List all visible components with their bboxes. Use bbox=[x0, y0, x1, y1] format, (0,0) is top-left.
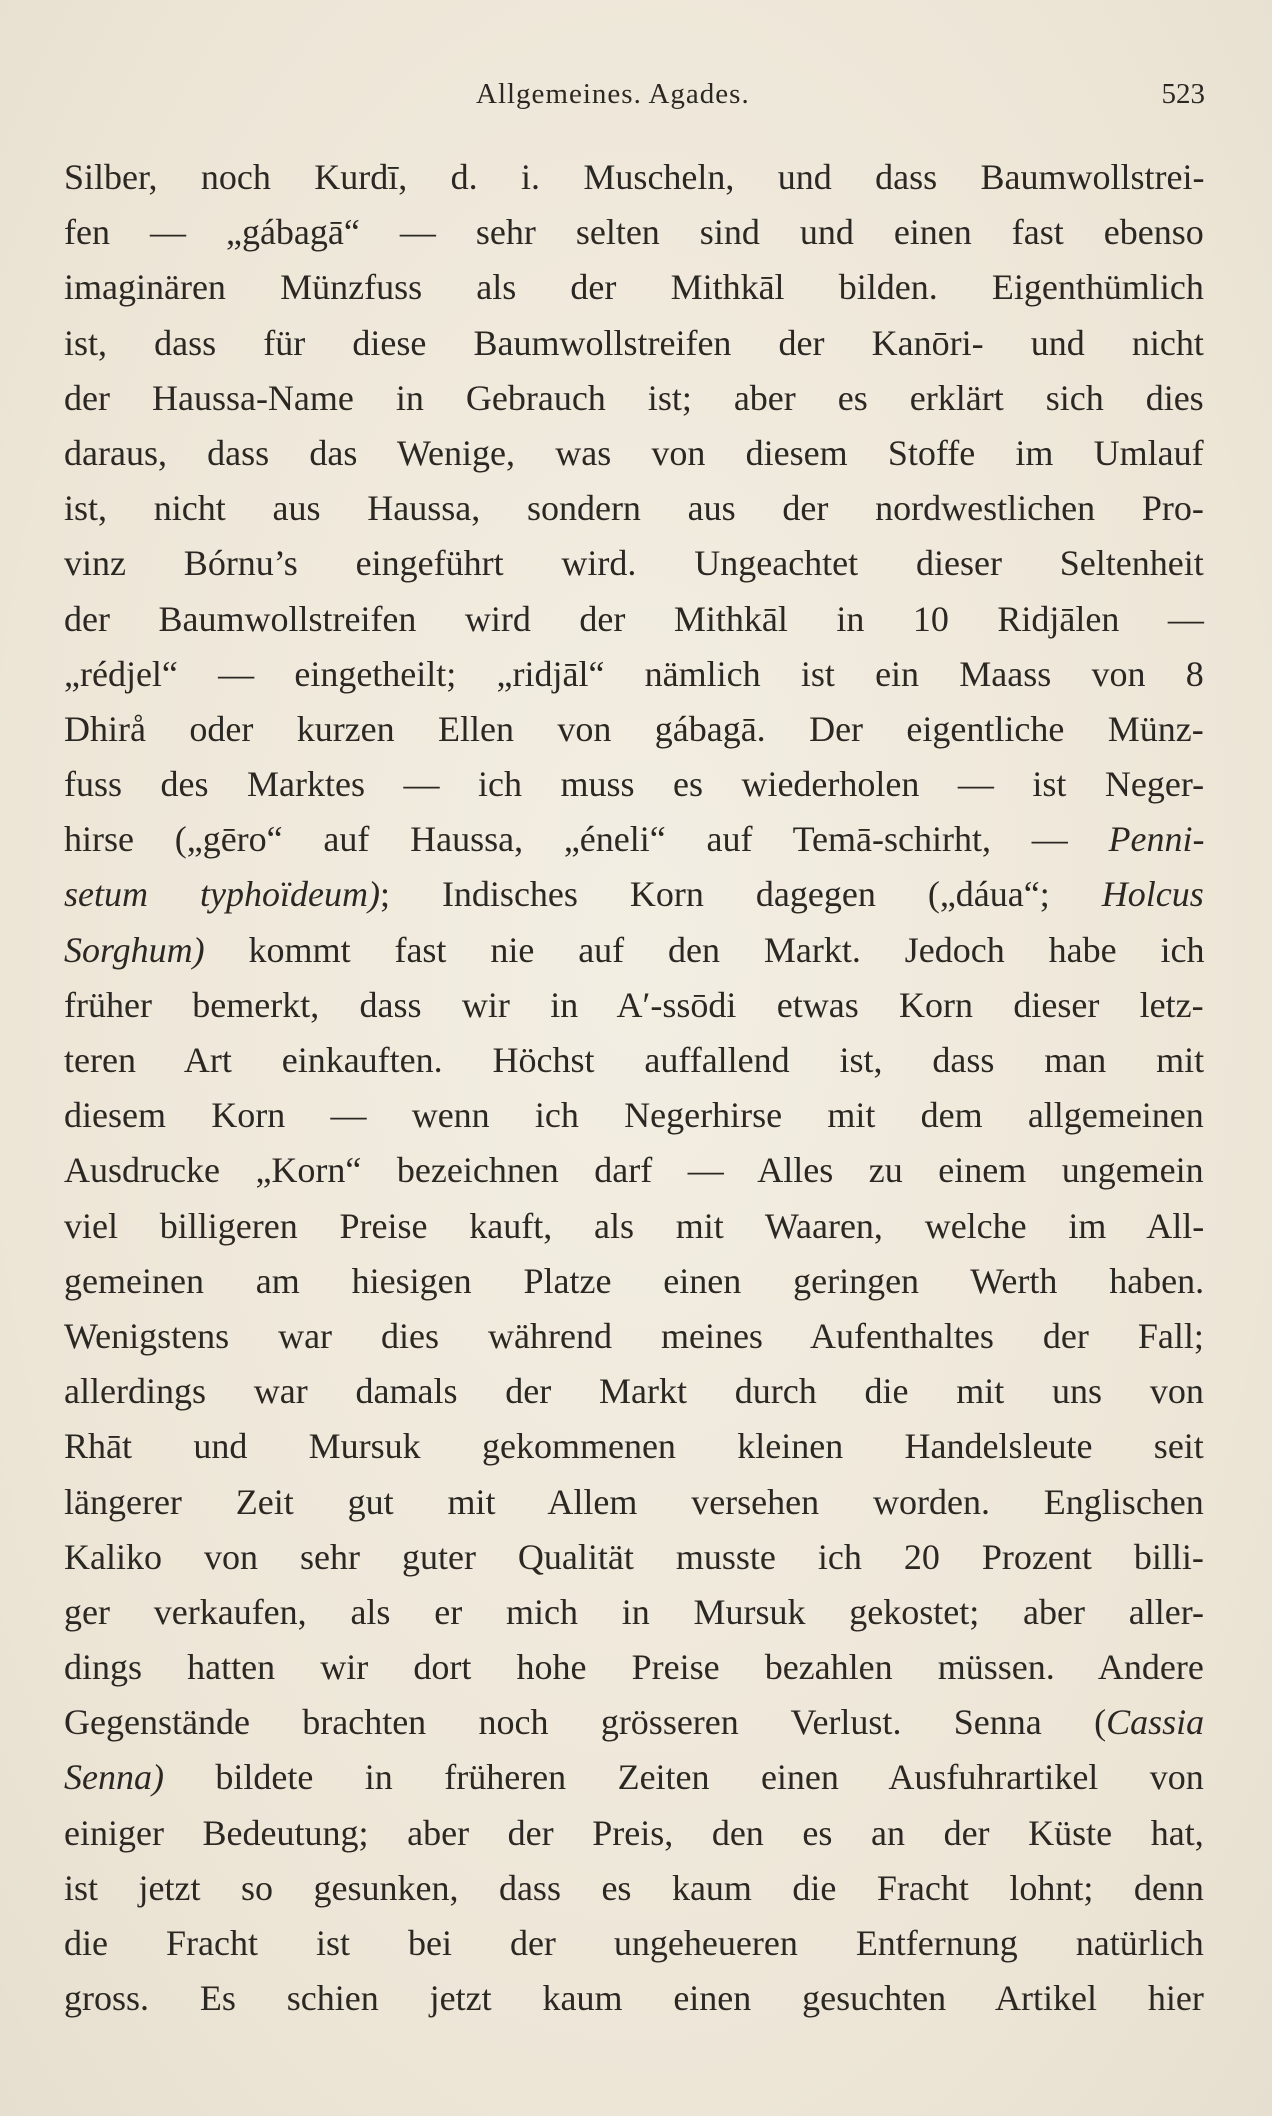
text-line bbox=[64, 1585, 1204, 1640]
text-segment: Gegenstände brachten noch grösseren Verlust. Senna ( bbox=[64, 1702, 1107, 1743]
text-segment: imaginären Münzfuss als der Mithkāl bilden. Eigenthümlich bbox=[64, 267, 1204, 308]
text-segment: bildete in früheren Zeiten einen Ausfuhrartikel von bbox=[163, 1757, 1204, 1798]
italic-text-segment: Sorghum) bbox=[64, 929, 205, 970]
text-line bbox=[64, 592, 1204, 647]
text-segment: längerer Zeit gut mit Allem versehen worden. Englischen bbox=[64, 1481, 1204, 1522]
text-line bbox=[64, 316, 1204, 371]
italic-text-segment: Senna) bbox=[64, 1757, 164, 1798]
text-line bbox=[64, 1916, 1204, 1971]
text-line bbox=[64, 481, 1204, 536]
text-line bbox=[64, 1309, 1204, 1364]
text-line bbox=[64, 923, 1204, 978]
text-line bbox=[64, 647, 1204, 702]
text-segment: der Haussa-Name in Gebrauch ist; aber es erklärt sich dies bbox=[64, 377, 1204, 418]
text-segment: viel billigeren Preise kauft, als mit Waaren, welche im All- bbox=[64, 1205, 1205, 1246]
text-line bbox=[64, 426, 1204, 481]
text-line bbox=[64, 1695, 1204, 1750]
text-line bbox=[64, 1806, 1204, 1861]
text-line bbox=[64, 1750, 1204, 1805]
text-line bbox=[64, 1254, 1204, 1309]
text-line bbox=[64, 1419, 1204, 1474]
text-segment: Ausdrucke „Korn“ bezeichnen darf — Alles zu einem ungemein bbox=[64, 1150, 1204, 1191]
text-line bbox=[64, 1143, 1204, 1198]
text-line bbox=[64, 867, 1204, 922]
text-segment: gross. Es schien jetzt kaum einen gesuchten Artikel hier bbox=[64, 1978, 1204, 2019]
text-segment: die Fracht ist bei der ungeheueren Entfernung natürlich bbox=[64, 1923, 1204, 1963]
page-header bbox=[0, 78, 1272, 118]
italic-text-segment: Cassia bbox=[1106, 1702, 1205, 1743]
text-segment: Kaliko von sehr guter Qualität musste ich 20 Prozent billi- bbox=[64, 1536, 1204, 1577]
text-segment: fuss des Marktes — ich muss es wiederholen — ist Neger- bbox=[64, 764, 1205, 805]
text-line bbox=[64, 702, 1204, 757]
text-segment: früher bemerkt, dass wir in A′-ssōdi etwas Korn dieser letz- bbox=[64, 984, 1204, 1025]
text-segment: kommt fast nie auf den Markt. Jedoch habe ich bbox=[204, 929, 1205, 970]
text-line bbox=[64, 371, 1204, 426]
text-segment: diesem Korn — wenn ich Negerhirse mit dem allgemeinen bbox=[64, 1095, 1204, 1136]
italic-text-segment: Holcus bbox=[1101, 874, 1204, 915]
body-text bbox=[64, 150, 1204, 2026]
text-segment: daraus, dass das Wenige, was von diesem Stoffe im Umlauf bbox=[64, 432, 1204, 473]
text-line bbox=[64, 1475, 1204, 1530]
text-line bbox=[64, 150, 1204, 205]
text-segment: Dhirå oder kurzen Ellen von gábagā. Der eigentliche Münz- bbox=[64, 708, 1204, 749]
running-head: Allgemeines. Agades. bbox=[476, 78, 750, 110]
text-segment: dings hatten wir dort hohe Preise bezahlen müssen. Andere bbox=[64, 1647, 1204, 1688]
text-line bbox=[64, 536, 1204, 591]
text-segment: ist jetzt so gesunken, dass es kaum die Fracht lohnt; denn bbox=[64, 1867, 1204, 1908]
text-segment: ; Indisches Korn dagegen („dáua“; bbox=[379, 874, 1102, 915]
text-segment: ger verkaufen, als er mich in Mursuk gekostet; aber aller- bbox=[64, 1591, 1204, 1632]
italic-text-segment: Penni- bbox=[1108, 819, 1205, 860]
text-line bbox=[64, 1861, 1204, 1916]
text-line bbox=[64, 1640, 1204, 1695]
text-segment: fen — „gábagā“ — sehr selten sind und einen fast ebenso bbox=[64, 212, 1204, 253]
text-line bbox=[64, 205, 1204, 260]
text-segment: vinz Bórnu’s eingeführt wird. Ungeachtet dieser Seltenheit bbox=[64, 543, 1204, 584]
text-segment: Silber, noch Kurdī, d. i. Muscheln, und dass Baumwollstrei- bbox=[64, 157, 1205, 197]
text-line bbox=[64, 260, 1204, 315]
text-line bbox=[64, 1199, 1204, 1254]
text-segment: Rhāt und Mursuk gekommenen kleinen Handelsleute seit bbox=[64, 1426, 1204, 1467]
text-segment: ist, dass für diese Baumwollstreifen der Kanōri- und nicht bbox=[64, 322, 1204, 363]
text-line bbox=[64, 1088, 1204, 1143]
text-segment: einiger Bedeutung; aber der Preis, den es an der Küste hat, bbox=[64, 1812, 1204, 1853]
italic-text-segment: setum typhoïdeum) bbox=[64, 874, 380, 915]
page-number: 523 bbox=[1161, 78, 1205, 110]
text-segment: ist, nicht aus Haussa, sondern aus der nordwestlichen Pro- bbox=[64, 488, 1204, 529]
text-line bbox=[64, 1033, 1204, 1088]
text-segment: Wenigstens war dies während meines Aufenthaltes der Fall; bbox=[64, 1315, 1204, 1356]
text-line bbox=[64, 1971, 1204, 2026]
text-segment: teren Art einkauften. Höchst auffallend ist, dass man mit bbox=[64, 1040, 1205, 1080]
text-segment: hirse („gēro“ auf Haussa, „éneli“ auf Temā-schirht, — bbox=[64, 819, 1109, 860]
text-segment: gemeinen am hiesigen Platze einen geringen Werth haben. bbox=[64, 1260, 1205, 1301]
text-segment: „rédjel“ — eingetheilt; „ridjāl“ nämlich ist ein Maass von 8 bbox=[64, 653, 1204, 694]
text-segment: der Baumwollstreifen wird der Mithkāl in 10 Ridjālen — bbox=[64, 598, 1204, 639]
text-segment: allerdings war damals der Markt durch die mit uns von bbox=[64, 1371, 1204, 1412]
text-line bbox=[64, 757, 1204, 812]
text-line bbox=[64, 1364, 1204, 1419]
text-line bbox=[64, 1530, 1204, 1585]
text-line bbox=[64, 812, 1204, 867]
text-line bbox=[64, 978, 1204, 1033]
